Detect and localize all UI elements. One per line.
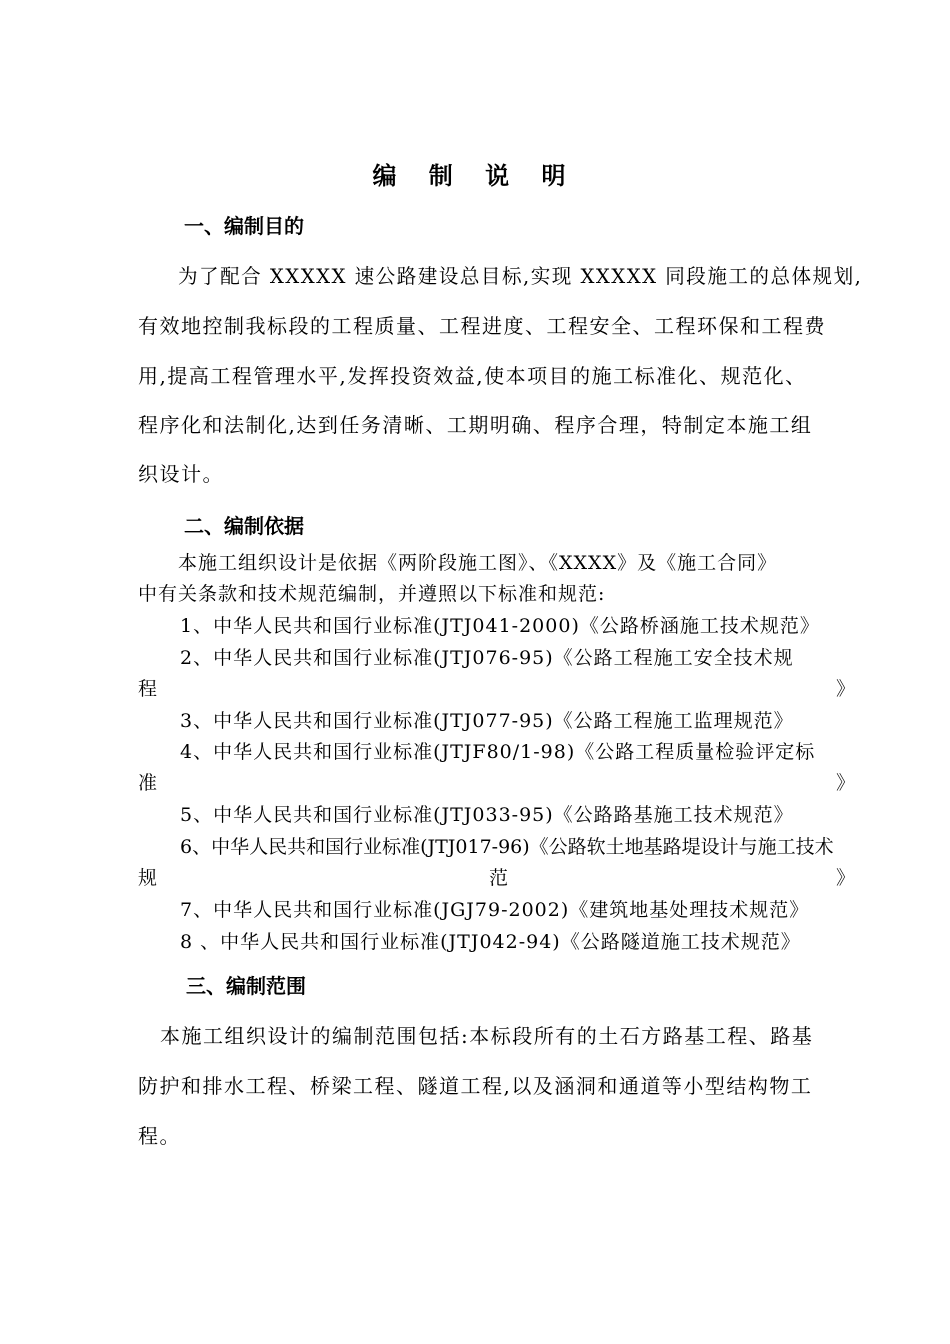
standard-item-wrap: 》 xyxy=(836,678,856,700)
document-title: 编 制 说 明 xyxy=(372,161,578,190)
standard-item: 4、中华人民共和国行业标准(JTJF80/1-98)《公路工程质量检验评定标 xyxy=(180,741,816,763)
standard-item: 3、中华人民共和国行业标准(JTJ077-95)《公路工程施工监理规范》 xyxy=(180,710,794,732)
section-heading-scope: 三、编制范围 xyxy=(186,974,306,998)
paragraph-line: 程。 xyxy=(138,1124,181,1148)
section-heading-basis: 二、编制依据 xyxy=(184,514,304,538)
standard-item-wrap: 准 xyxy=(138,772,158,794)
standard-item: 1、中华人民共和国行业标准(JTJ041-2000)《公路桥涵施工技术规范》 xyxy=(180,615,820,637)
standard-item-wrap: 规 xyxy=(138,867,158,889)
standard-item-wrap: 范 xyxy=(489,867,509,889)
paragraph-line: 程序化和法制化,达到任务清晰、工期明确、程序合理，特制定本施工组 xyxy=(138,413,813,437)
paragraph-line: 为了配合 XXXXX 速公路建设总目标,实现 XXXXX 同段施工的总体规划, xyxy=(178,264,863,288)
standard-item: 2、中华人民共和国行业标准(JTJ076-95)《公路工程施工安全技术规 xyxy=(180,647,794,669)
standard-item: 8 、中华人民共和国行业标准(JTJ042-94)《公路隧道施工技术规范》 xyxy=(180,931,801,953)
standard-item: 7、中华人民共和国行业标准(JGJ79-2002)《建筑地基处理技术规范》 xyxy=(180,899,810,921)
standard-item-wrap: 》 xyxy=(836,867,856,889)
section-heading-purpose: 一、编制目的 xyxy=(184,214,304,238)
paragraph-line: 织设计。 xyxy=(138,462,224,486)
standard-item-wrap: 程 xyxy=(138,678,158,700)
paragraph-line: 用,提高工程管理水平,发挥投资效益,使本项目的施工标准化、规范化、 xyxy=(138,364,807,388)
paragraph-line: 本施工组织设计的编制范围包括:本标段所有的土石方路基工程、路基 xyxy=(160,1024,814,1048)
paragraph-line: 有效地控制我标段的工程质量、工程进度、工程安全、工程环保和工程费 xyxy=(138,314,826,338)
paragraph-line: 防护和排水工程、桥梁工程、隧道工程,以及涵洞和通道等小型结构物工 xyxy=(138,1074,813,1098)
standard-item-wrap: 》 xyxy=(836,772,856,794)
standard-item: 6、中华人民共和国行业标准(JTJ017-96)《公路软土地基路堤设计与施工技术 xyxy=(180,836,834,858)
paragraph-line: 本施工组织设计是依据《两阶段施工图》、《XXXX》及《施工合同》 xyxy=(178,552,778,574)
standard-item: 5、中华人民共和国行业标准(JTJ033-95)《公路路基施工技术规范》 xyxy=(180,804,794,826)
paragraph-line: 中有关条款和技术规范编制，并遵照以下标准和规范: xyxy=(138,583,606,605)
